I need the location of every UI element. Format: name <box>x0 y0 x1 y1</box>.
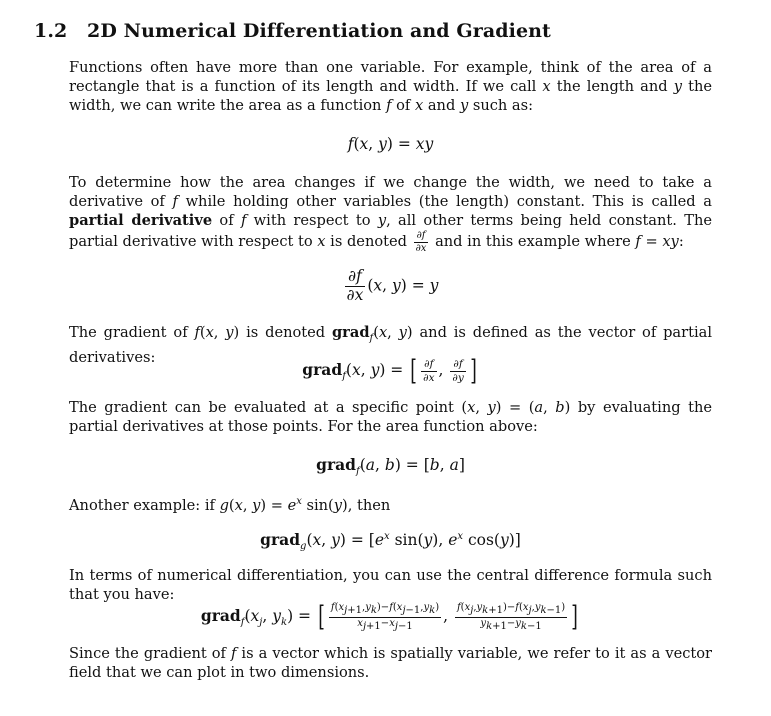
paragraph-6: In terms of numerical differentiation, you can use the central difference formula such that you have: <box>69 567 712 603</box>
paragraph-5: Another example: if g(x, $y) = e^x$ sin(y), then <box>69 496 391 514</box>
equation-partial-x: $\frac{\partial f}{\partial x}$ (x, y) = y <box>346 267 439 304</box>
equation-gradient-g: grad$_g$(x, $y) = [e^x$ sin(y), $e^x$ cos(y)] <box>260 530 521 553</box>
paragraph-4: The gradient can be evaluated at a specific point (x, y) = (a, b) by evaluating the partial derivatives at those points. For the area function above: <box>69 399 712 435</box>
equation-central-difference: $grad_f(x_j$, $y_k$) = [ $\frac{f(x_{j+1},y_k)-f(x_{j-1},y_k)}{x_{j+1}-x_{j-1}}$ , $\frac{f(x_j,y_{k+1})-f(x_j,y_{k-1})}{y_{k+1}-y_{k-1}}$ ] <box>200 600 578 633</box>
paragraph-7: Since the gradient of f is a vector which is spatially variable, we refer to it as a vector field that we can plot in two dimensions. <box>69 645 713 681</box>
section-number: 1.2 <box>34 20 68 42</box>
section-title: 2D Numerical Differentiation and Gradient <box>87 20 551 42</box>
equation-area-function: f(x, y) = xy <box>347 135 434 153</box>
equation-gradient-definition: grad$_f$(x, y) = [ $\frac{\partial f}{\partial x}$ , $\frac{\partial f}{\partial y}$ ] <box>302 354 477 387</box>
section-heading <box>34 20 551 42</box>
equation-gradient-at-point: grad$_f$(a, b) = [b, a] <box>316 455 465 478</box>
term-partial-derivative: partial derivative <box>69 212 213 229</box>
paragraph-1: Functions often have more than one variable. For example, think of the area of a rectangle that is a function of its length and width. If we call x the length and y the width, we can write the area as a function f of x and y such as: <box>69 59 712 114</box>
paragraph-3: The gradient of f(x, y) is denoted grad$_f$(x, y) and is defined as the vector of partial derivatives: <box>69 324 713 366</box>
paragraph-2: To determine how the area changes if we change the width, we need to take a derivative of f while holding other variables (the length) constant. This is called a partial derivative of f with respect to y, all other terms being held constant. The partial derivative with respect to x is denoted $\frac{\partial f}{\partial x}$ and in this example where f = xy: <box>69 174 712 254</box>
